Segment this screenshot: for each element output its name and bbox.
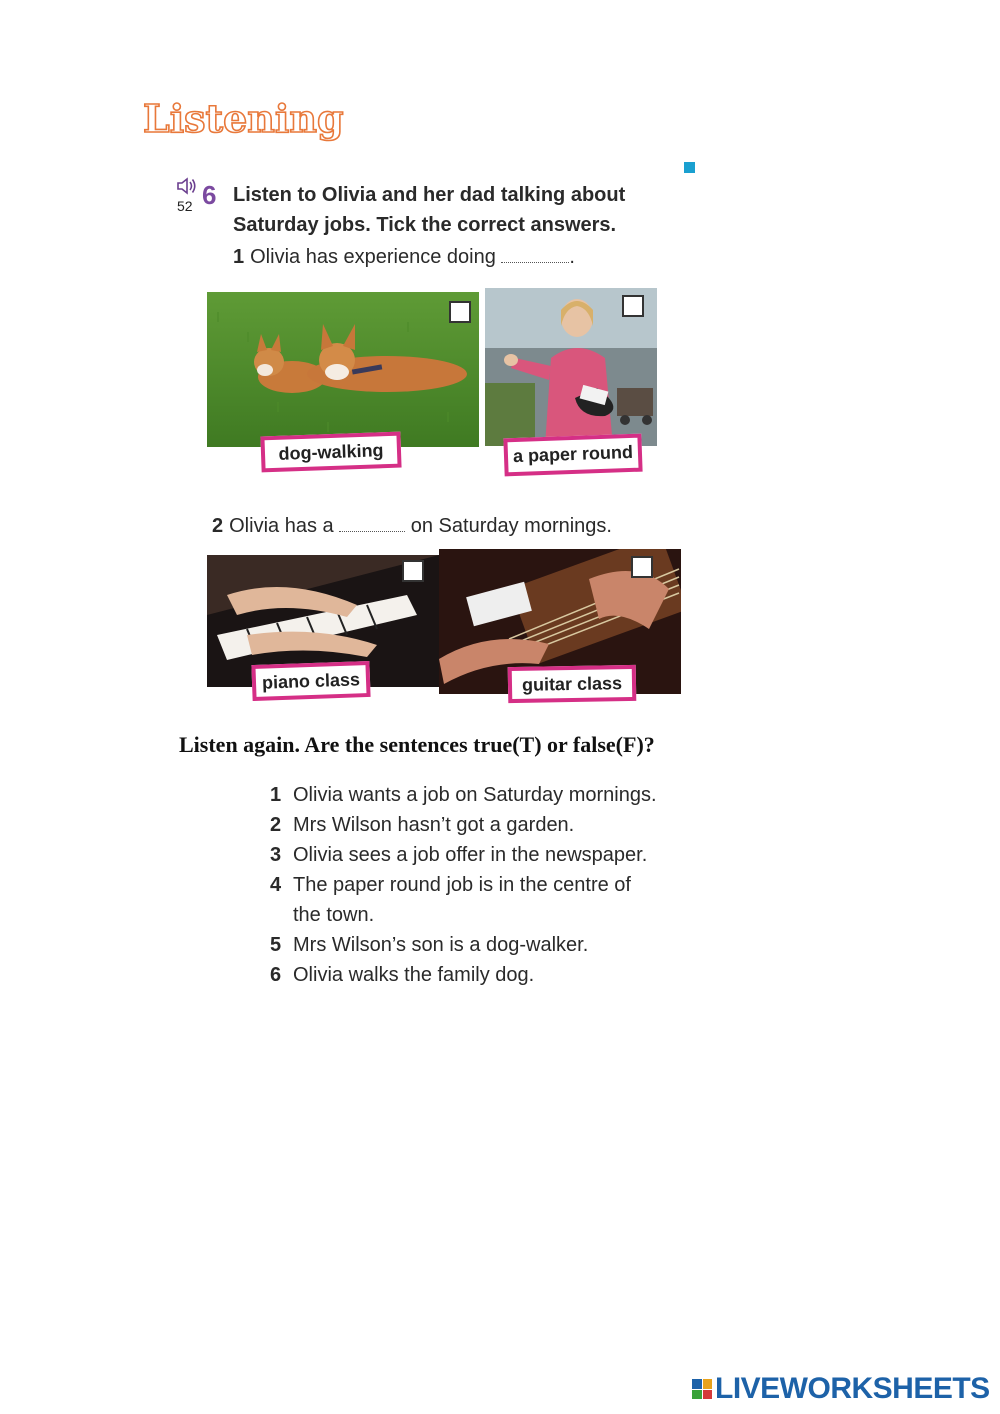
exercise-number: 6 <box>202 180 217 210</box>
question-2 <box>212 515 612 538</box>
question-text: Olivia has experience doing <box>250 246 496 268</box>
question-number: 1 <box>233 246 245 268</box>
label-guitar-class: guitar class <box>508 665 637 703</box>
item-number: 5 <box>270 934 282 956</box>
question-number: 2 <box>212 515 224 537</box>
logo-text: LIVEWORKSHEETS <box>715 1372 990 1405</box>
item-text: Olivia walks the family dog. <box>293 964 535 986</box>
list-item <box>270 840 730 870</box>
label-paper-round: a paper round <box>503 434 642 477</box>
checkbox-paper-round[interactable] <box>622 295 644 317</box>
item-number: 2 <box>270 814 282 836</box>
answer-blank[interactable] <box>339 517 405 532</box>
checkbox-dog-walking[interactable] <box>449 301 471 323</box>
label-piano-class: piano class <box>251 661 370 701</box>
exercise-instruction: Listen to Olivia and her dad talking about Saturday jobs. Tick the correct answers. <box>233 184 626 236</box>
true-false-list <box>270 780 730 990</box>
item-text: Olivia wants a job on Saturday mornings. <box>293 784 657 806</box>
question-text-end: . <box>569 246 575 268</box>
list-item <box>270 780 730 810</box>
question-text-end: on Saturday mornings. <box>410 515 612 537</box>
item-text: Olivia sees a job offer in the newspaper. <box>293 844 648 866</box>
checkbox-guitar-class[interactable] <box>631 556 653 578</box>
list-item <box>270 960 730 990</box>
accent-square <box>684 162 695 173</box>
logo-icon <box>692 1379 712 1399</box>
question-text: Olivia has a <box>229 515 334 537</box>
item-number: 6 <box>270 964 282 986</box>
answer-blank[interactable] <box>501 248 569 263</box>
list-item <box>270 810 730 840</box>
true-false-heading: Listen again. Are the sentences true(T) or false(F)? <box>179 732 655 757</box>
checkbox-piano-class[interactable] <box>402 560 424 582</box>
question-1 <box>233 246 575 269</box>
liveworksheets-logo <box>692 1372 990 1406</box>
item-number: 3 <box>270 844 282 866</box>
track-number: 52 <box>177 198 193 214</box>
item-text: The paper round job is in the centre of the town. <box>293 874 631 926</box>
item-number: 4 <box>270 874 282 896</box>
list-item <box>270 870 730 930</box>
audio-icon[interactable] <box>176 176 198 196</box>
item-text: Mrs Wilson hasn’t got a garden. <box>293 814 575 836</box>
item-number: 1 <box>270 784 282 806</box>
item-text: Mrs Wilson’s son is a dog-walker. <box>293 934 589 956</box>
label-dog-walking: dog-walking <box>260 432 401 473</box>
page-title: Listening <box>143 96 344 141</box>
dog-walking-photo <box>207 292 479 447</box>
list-item <box>270 930 730 960</box>
paper-round-photo <box>485 288 657 446</box>
